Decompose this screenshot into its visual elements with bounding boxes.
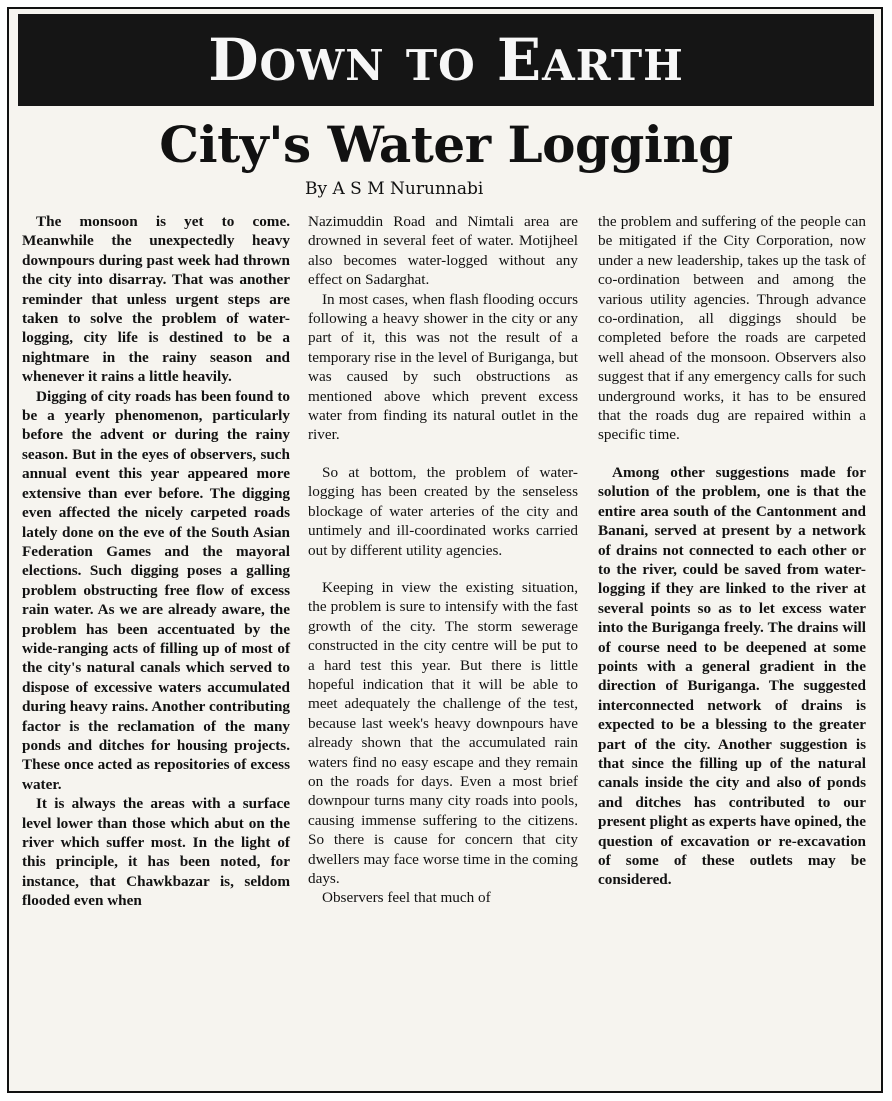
masthead-to: TO bbox=[405, 41, 476, 90]
masthead-arth: ARTH bbox=[542, 41, 684, 90]
masthead-letter-d: D bbox=[208, 26, 260, 94]
article-column-1 bbox=[22, 212, 290, 911]
paragraph: The monsoon is yet to come. Meanwhile the unexpectedly heavy downpours during past week had thrown the city into disarray. That was another reminder that unless urgent steps are taken to solve the problem of water-logging, city life is destined to be a nightmare in the rainy season and whenever it rains a little heavily. bbox=[22, 213, 290, 386]
paragraph: In most cases, when flash flooding occurs following a heavy shower in the city or any part of it, this was not the result of a temporary rise in the level of Buriganga, but was caused by such obstructions as mentioned above which prevent excess water from finding its natural outlet in the river. bbox=[308, 290, 578, 444]
paragraph: Observers feel that much of bbox=[322, 889, 491, 907]
paragraph: the problem and suffering of the people can be mitigated if the City Corporation, now under a new leadership, takes up the task of co-ordination between and among the various utility agencies. Through advance co-ordination, all diggings should be completed before the roads are carpeted well ahead of the monsoon. Observers also suggest that if any emergency calls for such underground works, it has to be ensured that the roads dug are repaired within a specific time. bbox=[598, 213, 866, 444]
column-masthead bbox=[18, 14, 874, 106]
article-column-2 bbox=[308, 212, 578, 908]
masthead-letter-e: E bbox=[496, 26, 543, 94]
article-byline: By A S M Nurunnabi bbox=[305, 179, 484, 199]
paragraph: Nazimuddin Road and Nimtali area are drowned in several feet of water. Motijheel also becomes water-logged without any effect on Sadarghat. bbox=[308, 213, 578, 289]
masthead-own: OWN bbox=[259, 41, 385, 90]
paragraph: Among other suggestions made for solution of the problem, one is that the entire area south of the Cantonment and Banani, served at present by a network of drains not connected to each other or to the river, could be saved from water-logging if they are linked to the river at several points so as to let excess water into the Buriganga freely. The drains will of course need to be deepened at some points with a general gradient in the direction of Buriganga. The suggested interconnected network of drains is expected to be a blessing to the greater part of the city. Another suggestion is that since the filling up of the natural canals inside the city and also of ponds and ditches has contributed to our present plight as experts have opined, the question of excavation or re-excavation of some of these outlets may be considered. bbox=[598, 463, 866, 889]
paragraph: It is always the areas with a surface level lower than those which abut on the river which suffer most. In the light of this principle, it has been noted, for instance, that Chawkbazar is, seldom flooded even when bbox=[22, 795, 290, 910]
article-headline: City's Water Logging bbox=[159, 115, 733, 174]
paragraph: So at bottom, the problem of water-logging has been created by the senseless blockage of water arteries of the city and untimely and ill-coordinated works carried out by different utility agencies. bbox=[308, 463, 578, 559]
paragraph: Digging of city roads has been found to be a yearly phenomenon, particularly before the advent or during the rainy season. But in the eyes of observers, such annual event this year appeared more extensive than ever before. The digging even affected the nicely carpeted roads lately done on the eve of the South Asian Federation Games and the mayoral elections. Such digging poses a galling problem obstructing free flow of excess rain water. As we are already aware, the problem has been accentuated by the wide-ranging acts of filling up of most of the city's natural canals which served to dispose of excessive waters accumulated during heavy rains. Another contributing factor is the reclamation of the many ponds and ditches for housing projects. These once acted as repositories of excess water. bbox=[22, 387, 290, 793]
paragraph: Keeping in view the existing situation, the problem is sure to intensify with the fast growth of the city. The storm sewerage constructed in the city centre will be put to a hard test this year. But there is little hopeful indication that it will be able to meet adequately the challenge of the test, because last week's heavy downpours have already shown that the accumulated rain waters find no easy escape and they remain on the roads for days. Even a most brief downpour turns many city roads into pools, causing immense suffering to the citizens. So there is cause for concern that city dwellers may face worse time in the coming days. bbox=[308, 578, 578, 887]
article-column-3 bbox=[598, 212, 866, 890]
